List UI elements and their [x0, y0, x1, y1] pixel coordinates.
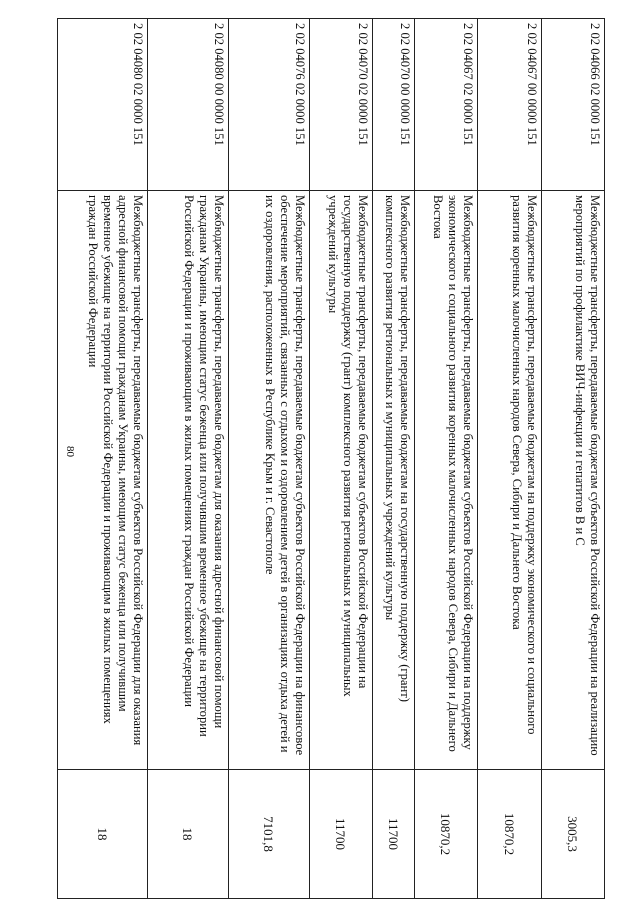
table-row — [228, 19, 309, 899]
row-code: 2 02 04070 00 0000 151 — [373, 19, 415, 191]
row-description: Межбюджетные трансферты, передаваемые бюджетам субъектов Российской Федерации на поддержку экономического и социального развития коренных малочисленных народов Севера, Сибири и Дальнего Востока — [414, 191, 477, 770]
page-number: 80 — [64, 446, 76, 457]
row-amount: 11700 — [309, 770, 372, 899]
row-description: Межбюджетные трансферты, передаваемые бюджетам для оказания адресной финансовой помощи гражданам Украины, имеющим статус беженца или получившим временное убежище на территории Российской Федерации и проживающим в жилых помещениях граждан Российской Федерации — [147, 191, 228, 770]
table-row — [309, 19, 372, 899]
row-code: 2 02 04076 02 0000 151 — [228, 19, 309, 191]
row-amount: 11700 — [373, 770, 415, 899]
budget-table — [57, 18, 605, 899]
row-code: 2 02 04067 02 0000 151 — [414, 19, 477, 191]
row-amount: 7101,8 — [228, 770, 309, 899]
row-code: 2 02 04067 00 0000 151 — [478, 19, 541, 191]
row-code: 2 02 04066 02 0000 151 — [541, 19, 604, 191]
table-row — [373, 19, 415, 899]
table-row — [414, 19, 477, 899]
row-code: 2 02 04080 02 0000 151 — [58, 19, 148, 191]
row-description: Межбюджетные трансферты, передаваемые бюджетам субъектов Российской Федерации на реализацию мероприятий по профилактике ВИЧ-инфекции и гепатитов В и С — [541, 191, 604, 770]
row-amount: 18 — [147, 770, 228, 899]
table-row — [478, 19, 541, 899]
row-description: Межбюджетные трансферты, передаваемые бюджетам субъектов Российской Федерации на государственную поддержку (грант) комплексного развития региональных и муниципальных учреждений культуры — [309, 191, 372, 770]
row-code: 2 02 04080 00 0000 151 — [147, 19, 228, 191]
row-description: Межбюджетные трансферты, передаваемые бюджетам субъектов Российской Федерации для оказания адресной финансовой помощи гражданам Украины, имеющим статус беженца или получившим временное убежище на территории Российской Федерации и проживающим в жилых помещениях граждан Российской Федерации — [58, 191, 148, 770]
table-row — [147, 19, 228, 899]
table-row — [541, 19, 604, 899]
budget-table-wrapper — [57, 18, 605, 888]
row-code: 2 02 04070 02 0000 151 — [309, 19, 372, 191]
row-amount: 10870,2 — [478, 770, 541, 899]
row-amount: 18 — [58, 770, 148, 899]
row-description: Межбюджетные трансферты, передаваемые бюджетам субъектов Российской Федерации на финансовое обеспечение мероприятий, связанных с отдыхом и оздоровлением детей в организациях отдыха детей и их оздоровления, расположенных в Республике Крым и г. Севастополе — [228, 191, 309, 770]
row-description: Межбюджетные трансферты, передаваемые бюджетам на поддержку экономического и социального развития коренных малочисленных народов Севера, Сибири и Дальнего Востока — [478, 191, 541, 770]
row-amount: 3005,3 — [541, 770, 604, 899]
row-amount: 10870,2 — [414, 770, 477, 899]
row-description: Межбюджетные трансферты, передаваемые бюджетам на государственную поддержку (грант) комплексного развития региональных и муниципальных учреждений культуры — [373, 191, 415, 770]
table-row — [58, 19, 148, 899]
